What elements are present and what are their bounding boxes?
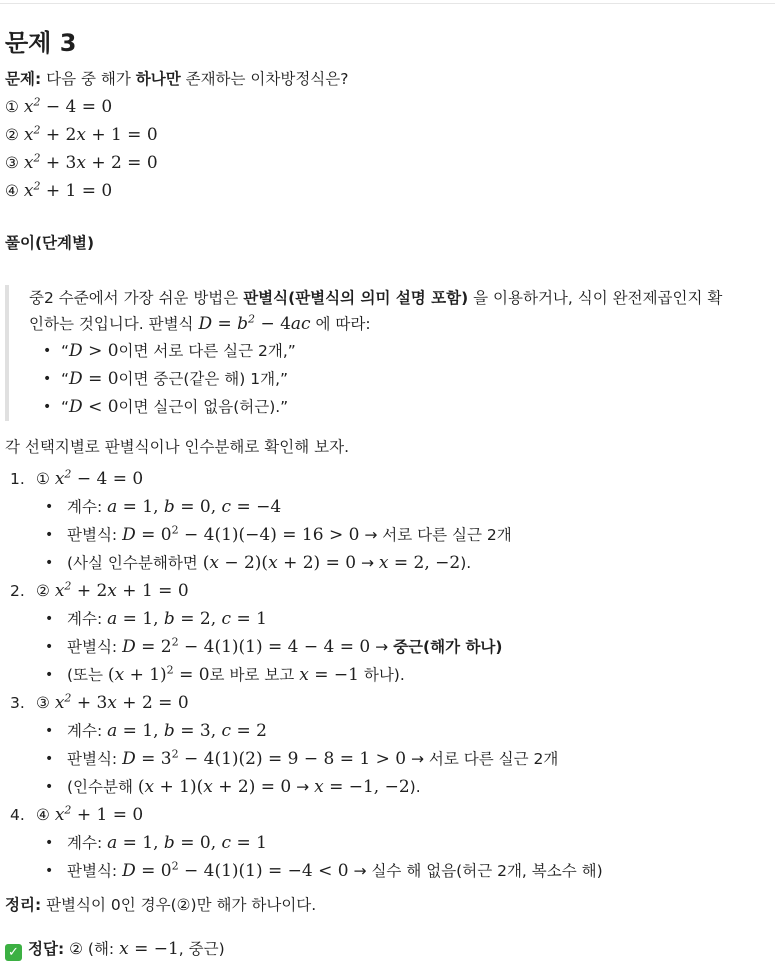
answer-text: ② (해: x = −1, 중근) <box>64 939 225 960</box>
case-item-1 <box>43 337 767 365</box>
option-number: ④ <box>5 182 19 201</box>
step-detail-item: • (인수분해 (x + 1)(x + 2) = 0 → x = −1, −2). <box>45 773 767 801</box>
step-details <box>5 493 767 577</box>
quote-text: 을 이용하거나, 식이 완전제곱인지 확 <box>468 289 723 308</box>
step-detail-item: • 계수: a = 1, b = 0, c = 1 <box>45 829 767 857</box>
checkmark-icon: ✓ <box>5 944 22 961</box>
step-detail-item: • (또는 $(x + 1)^2 = 0$로 바로 보고 x = −1 하나). <box>45 661 767 689</box>
step-3 <box>5 689 767 801</box>
step-detail-item: • (사실 인수분해하면 (x − 2)(x + 2) = 0 → x = 2, −2). <box>45 549 767 577</box>
intro-text: 각 선택지별로 판별식이나 인수분해로 확인해 보자. <box>5 438 349 457</box>
quote-mark: “ <box>61 398 70 417</box>
answer-label: 정답: <box>28 940 65 959</box>
step-detail-item: • 계수: a = 1, b = 0, c = −4 <box>45 493 767 521</box>
option-equation: $x^2 - 4 = 0$ <box>23 95 113 118</box>
case-item-2 <box>43 365 767 393</box>
quote-text: 인하는 것입니다. 판별식 <box>29 315 199 334</box>
case-condition: D = 0 <box>69 369 119 390</box>
step-number: 1. <box>10 470 25 489</box>
top-divider <box>0 3 775 4</box>
step-detail-item: • 계수: a = 1, b = 2, c = 1 <box>45 605 767 633</box>
case-condition: D < 0 <box>69 397 119 418</box>
step-number: 2. <box>10 582 25 601</box>
summary-text: 판별식이 0인 경우(②)만 해가 하나이다. <box>41 896 317 915</box>
quote-line-2 <box>29 311 767 337</box>
step-equation: ② $x^2 + 2x + 1 = 0$ <box>36 579 189 602</box>
quote-mark: “ <box>61 342 70 361</box>
step-details <box>5 605 767 689</box>
step-list <box>5 465 767 885</box>
case-text: 이면 중근(같은 해) 1개,” <box>118 370 289 389</box>
case-text: 이면 실근이 없음(허근).” <box>118 398 289 417</box>
case-condition: D > 0 <box>69 341 119 362</box>
step-detail-item: • 판별식: $D = 0^2 - 4(1)(-4) = 16 > 0$ → 서로 다른 실근 2개 <box>45 521 767 549</box>
step-equation: ① $x^2 - 4 = 0$ <box>36 467 144 490</box>
quote-text: 중2 수준에서 가장 쉬운 방법은 <box>29 289 244 308</box>
option-list <box>5 93 767 205</box>
step-heading <box>5 689 767 717</box>
option-3 <box>5 149 767 177</box>
question-text-b: 하나만 <box>135 70 181 89</box>
option-equation: $x^2 + 1 = 0$ <box>23 179 113 202</box>
case-item-3 <box>43 393 767 421</box>
document <box>5 28 767 963</box>
solution-title: 풀이(단계별) <box>5 234 95 253</box>
step-details <box>5 717 767 801</box>
step-4 <box>5 801 767 885</box>
quote-bold-text: 판별식(판별식의 의미 설명 포함) <box>243 289 469 308</box>
option-number: ① <box>5 98 19 117</box>
step-1 <box>5 465 767 577</box>
quote-line-1 <box>29 285 767 311</box>
step-heading <box>5 801 767 829</box>
option-4 <box>5 177 767 205</box>
option-equation: $x^2 + 2x + 1 = 0$ <box>23 123 158 146</box>
question-line <box>5 65 767 93</box>
option-2 <box>5 121 767 149</box>
case-text: 이면 서로 다른 실근 2개,” <box>118 342 296 361</box>
question-text-a: 다음 중 해가 <box>46 70 136 89</box>
option-1 <box>5 93 767 121</box>
step-detail-item: • 판별식: $D = 3^2 - 4(1)(2) = 9 - 8 = 1 > 0$ → 서로 다른 실근 2개 <box>45 745 767 773</box>
step-detail-item: • 계수: a = 1, b = 3, c = 2 <box>45 717 767 745</box>
summary-label: 정리: <box>5 896 42 915</box>
option-number: ② <box>5 126 19 145</box>
step-equation: ④ $x^2 + 1 = 0$ <box>36 803 144 826</box>
step-number: 3. <box>10 694 25 713</box>
option-equation: $x^2 + 3x + 2 = 0$ <box>23 151 158 174</box>
discriminant-formula: $D = b^2 - 4ac$ <box>198 312 311 335</box>
step-heading <box>5 577 767 605</box>
discriminant-cases <box>29 337 767 421</box>
step-2 <box>5 577 767 689</box>
step-equation: ③ $x^2 + 3x + 2 = 0$ <box>36 691 189 714</box>
question-label: 문제: <box>5 70 42 89</box>
quote-mark: “ <box>61 370 70 389</box>
step-heading <box>5 465 767 493</box>
discriminant-note <box>5 285 767 421</box>
step-detail-item: • 판별식: $D = 2^2 - 4(1)(1) = 4 - 4 = 0$ → 중근(해가 하나) <box>45 633 767 661</box>
quote-text: 에 따라: <box>310 315 371 334</box>
summary-line <box>5 891 767 919</box>
option-number: ③ <box>5 154 19 173</box>
step-number: 4. <box>10 806 25 825</box>
page-title: 문제 3 <box>5 29 77 57</box>
step-detail-item: • 판별식: $D = 0^2 - 4(1)(1) = -4 < 0$ → 실수 해 없음(허근 2개, 복소수 해) <box>45 857 767 885</box>
question-text-c: 존재하는 이차방정식은? <box>180 70 349 89</box>
step-details <box>5 829 767 885</box>
